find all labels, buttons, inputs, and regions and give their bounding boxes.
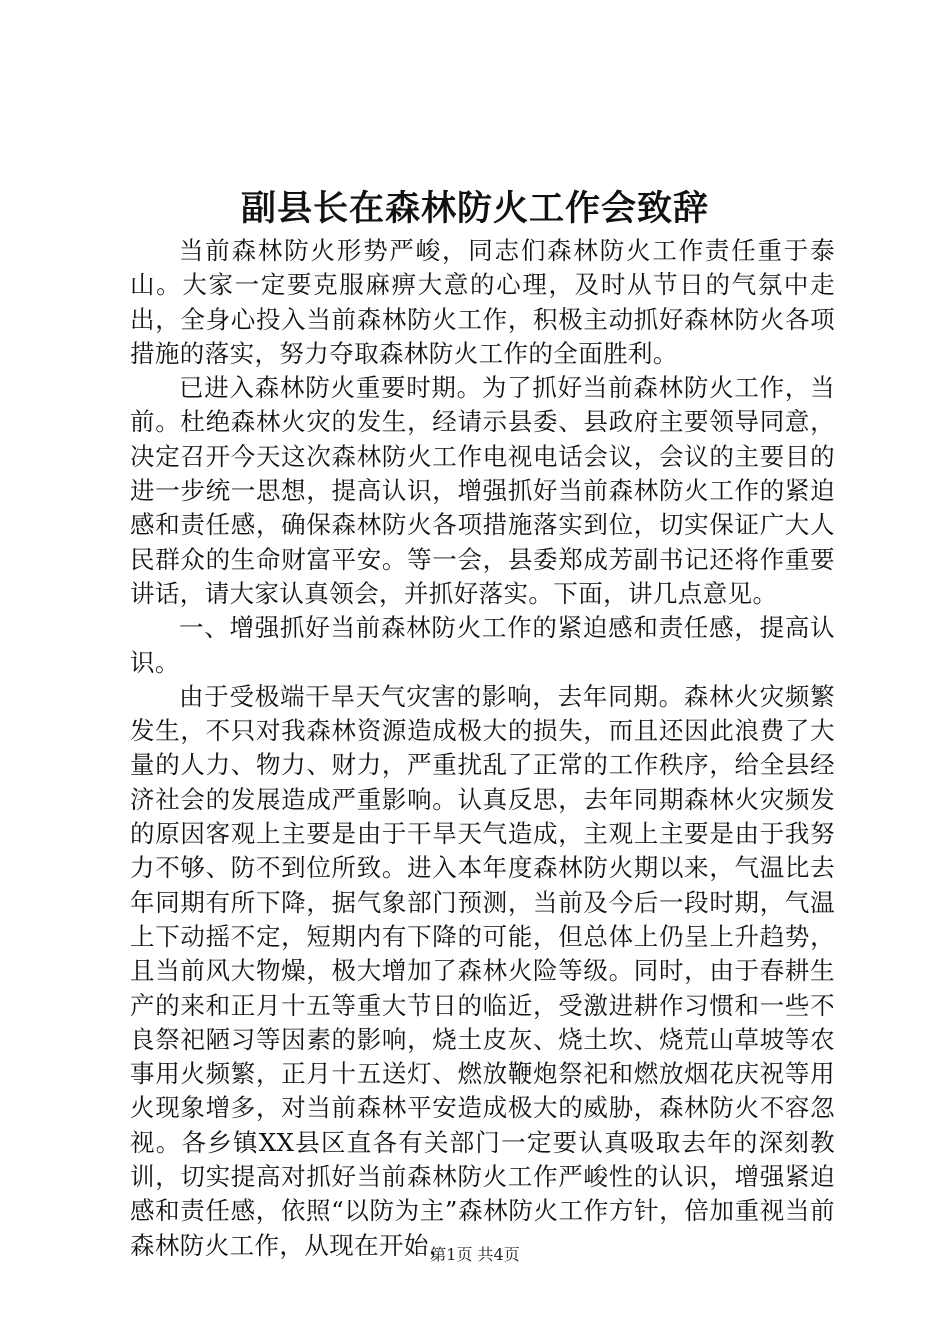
paragraph-3-heading: 一、增强抓好当前森林防火工作的紧迫感和责任感，提高认识。	[130, 613, 835, 677]
paragraph-1: 当前森林防火形势严峻，同志们森林防火工作责任重于泰山。大家一定要克服麻痹大意的心理，及时从节日的气氛中走出，全身心投入当前森林防火工作，积极主动抓好森林防火各项措施的落实，努力夺取森林防火工作的全面胜利。	[130, 236, 835, 368]
document-body	[130, 234, 835, 1263]
page-footer: 第1页 共4页	[430, 1245, 520, 1264]
paragraph-4: 由于受极端干旱天气灾害的影响，去年同期。森林火灾频繁发生，不只对我森林资源造成极大的损失，而且还因此浪费了大量的人力、物力、财力，严重扰乱了正常的工作秩序，给全县经济社会的发展造成严重影响。认真反思，去年同期森林火灾频发的原因客观上主要是由于干旱天气造成，主观上主要是由于我努力不够、防不到位所致。进入本年度森林防火期以来，气温比去年同期有所下降，据气象部门预测，当前及今后一段时期，气温上下动摇不定，短期内有下降的可能，但总体上仍呈上升趋势，且当前风大物燥，极大增加了森林火险等级。同时，由于春耕生产的来和正月十五等重大节日的临近，受激进耕作习惯和一些不良祭祀陋习等因素的影响，烧土皮灰、烧土坎、烧荒山草坡等农事用火频繁，正月十五送灯、燃放鞭炮祭祀和燃放烟花庆祝等用火现象增多，对当前森林平安造成极大的威胁，森林防火不容忽视。各乡镇XX县区直各有关部门一定要认真吸取去年的深刻教训，切实提高对抓好当前森林防火工作严峻性的认识，增强紧迫感和责任感，依照“以防为主”森林防火工作方针，倍加重视当前森林防火工作，从现在开始，	[130, 681, 835, 1260]
paragraph-2: 已进入森林防火重要时期。为了抓好当前森林防火工作，当前。杜绝森林火灾的发生，经请示县委、县政府主要领导同意，决定召开今天这次森林防火工作电视电话会议，会议的主要目的进一步统一思想，提高认识，增强抓好当前森林防火工作的紧迫感和责任感，确保森林防火各项措施落实到位，切实保证广大人民群众的生命财富平安。等一会，县委郑成芳副书记还将作重要讲话，请大家认真领会，并抓好落实。下面，讲几点意见。	[130, 373, 835, 608]
document-title: 副县长在森林防火工作会致辞	[240, 188, 709, 229]
